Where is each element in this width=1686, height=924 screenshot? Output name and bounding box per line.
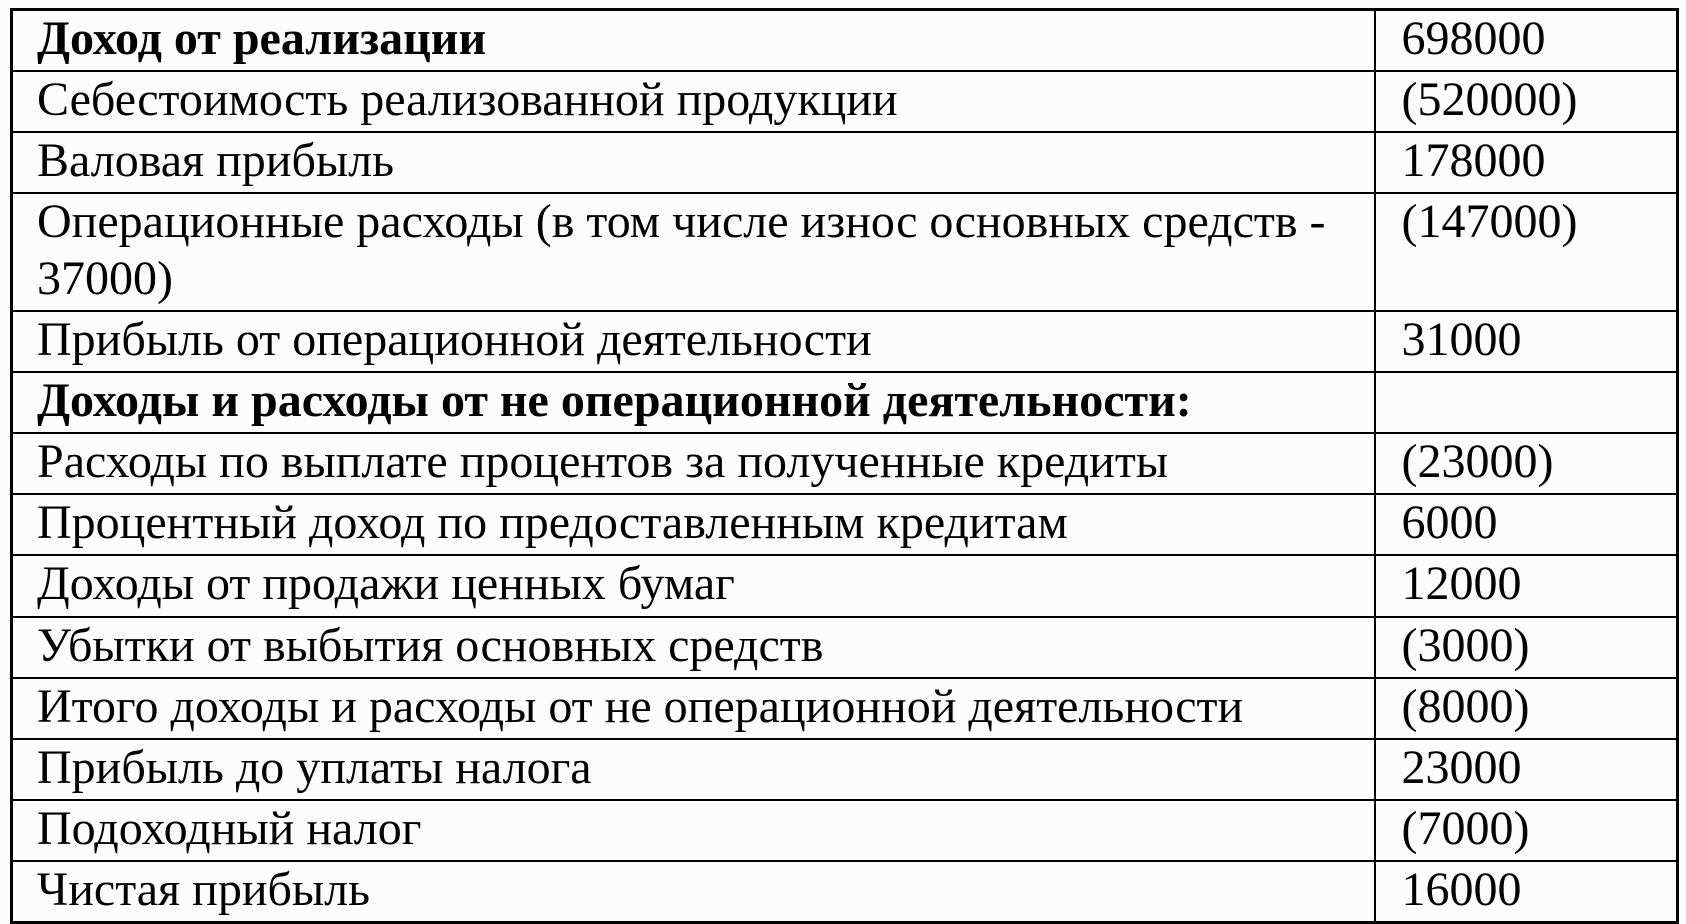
row-label: Прибыль до уплаты налога: [12, 739, 1375, 800]
table-row: [12, 311, 1678, 372]
row-value: 12000: [1375, 555, 1678, 616]
table-row: [12, 555, 1678, 616]
row-label: Процентный доход по предоставленным кредитам: [12, 494, 1375, 555]
row-value: (8000): [1375, 678, 1678, 739]
table-row: [12, 372, 1678, 433]
table-row: [12, 861, 1678, 923]
table-row: [12, 433, 1678, 494]
row-label: Убытки от выбытия основных средств: [12, 617, 1375, 678]
table-row: [12, 71, 1678, 132]
table-row: [12, 739, 1678, 800]
row-label: Доход от реализации: [12, 10, 1375, 72]
row-label: Чистая прибыль: [12, 861, 1375, 923]
row-value: 6000: [1375, 494, 1678, 555]
table-row: [12, 10, 1678, 72]
row-label: Подоходный налог: [12, 800, 1375, 861]
row-label: Прибыль от операционной деятельности: [12, 311, 1375, 372]
row-label: Валовая прибыль: [12, 132, 1375, 193]
table-row: [12, 678, 1678, 739]
row-value: 23000: [1375, 739, 1678, 800]
row-value: (23000): [1375, 433, 1678, 494]
row-label: Итого доходы и расходы от не операционной деятельности: [12, 678, 1375, 739]
table-row: [12, 193, 1678, 310]
row-value: 178000: [1375, 132, 1678, 193]
row-value: 698000: [1375, 10, 1678, 72]
row-value: (7000): [1375, 800, 1678, 861]
row-value: 16000: [1375, 861, 1678, 923]
row-value: (3000): [1375, 617, 1678, 678]
table-row: [12, 800, 1678, 861]
row-label: Себестоимость реализованной продукции: [12, 71, 1375, 132]
row-value: 31000: [1375, 311, 1678, 372]
row-value: [1375, 372, 1678, 433]
table-row: [12, 494, 1678, 555]
row-label: Расходы по выплате процентов за полученные кредиты: [12, 433, 1375, 494]
table-row: [12, 617, 1678, 678]
income-statement-table: [10, 8, 1679, 924]
table-row: [12, 132, 1678, 193]
row-label: Операционные расходы (в том числе износ основных средств - 37000): [12, 193, 1375, 310]
row-value: (520000): [1375, 71, 1678, 132]
row-value: (147000): [1375, 193, 1678, 310]
income-statement-body: [12, 10, 1678, 923]
row-label: Доходы от продажи ценных бумаг: [12, 555, 1375, 616]
row-label: Доходы и расходы от не операционной деятельности:: [12, 372, 1375, 433]
